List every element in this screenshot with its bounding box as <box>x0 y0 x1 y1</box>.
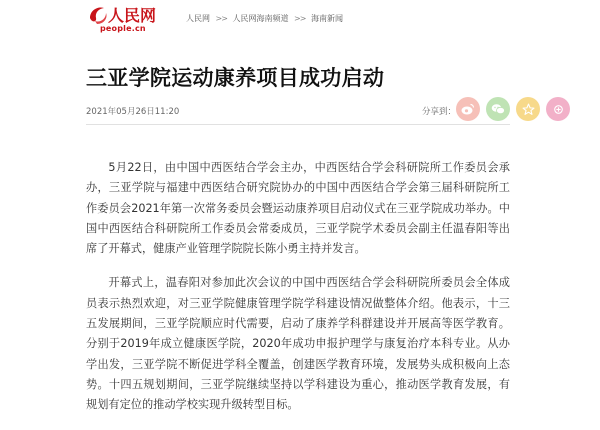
breadcrumb-home[interactable]: 人民网 <box>186 14 210 23</box>
people-logo-mark <box>86 4 172 26</box>
site-header <box>0 0 600 38</box>
article-body <box>86 158 510 430</box>
logo-domain: people.cn <box>100 24 146 33</box>
logo-text: 人民网 <box>108 6 157 25</box>
favorite-button[interactable] <box>516 97 540 121</box>
breadcrumb-separator: >> <box>215 14 227 23</box>
share-label: 分享到： <box>422 107 457 117</box>
article-title: 三亚学院运动康养项目成功启动 <box>86 66 385 90</box>
wechat-icon <box>491 103 505 115</box>
weibo-share-button[interactable] <box>456 97 480 121</box>
more-share-button[interactable] <box>546 97 570 121</box>
breadcrumb <box>186 13 343 24</box>
more-share-icon <box>552 103 565 116</box>
publish-datetime: 2021年05月26日11:20 <box>86 107 180 117</box>
breadcrumb-channel[interactable]: 人民网海南频道 <box>232 14 289 23</box>
article-paragraph: 开幕式上，温春阳对参加此次会议的中国中西医结合学会科研院所委员会全体成员表示热烈欢迎，对三亚学院健康管理学院学科建设情况做整体介绍。他表示，十三五发展期间，三亚学院顺应时代需要，启动了康养学科群建设并开展高等医学教育。分别于2019年成立健康医学院，2020年成功申报护理学与康复治疗本科专业。从办学出发，三亚学院不断促进学科全覆盖，创建医学教育环境，发展势头成积极向上态势。十四五规划期间，三亚学院继续坚持以学科建设为重心，推动医学教育发展，有规划有定位的推动学校实现升级转型目标。 <box>86 276 510 412</box>
wechat-share-button[interactable] <box>486 97 510 121</box>
article-paragraph: 5月22日，由中国中西医结合学会主办，中西医结合学会科研院所工作委员会承办，三亚学院与福建中西医结合研究院协办的中国中西医结合学会第三届科研院所工作委员会2021年第一次常务委员会暨运动康养项目启动仪式在三亚学院成功举办。中国中西医结合科研院所工作委员会常委成员，三亚学院学术委员会副主任温春阳等出席了开幕式，健康产业管理学院院长陈小勇主持并发言。 <box>86 161 510 256</box>
breadcrumb-separator: >> <box>294 14 306 23</box>
breadcrumb-section[interactable]: 海南新闻 <box>311 14 343 23</box>
share-buttons <box>456 97 570 121</box>
weibo-icon <box>461 103 475 115</box>
article-meta <box>86 98 510 125</box>
favorite-star-icon <box>522 103 535 116</box>
